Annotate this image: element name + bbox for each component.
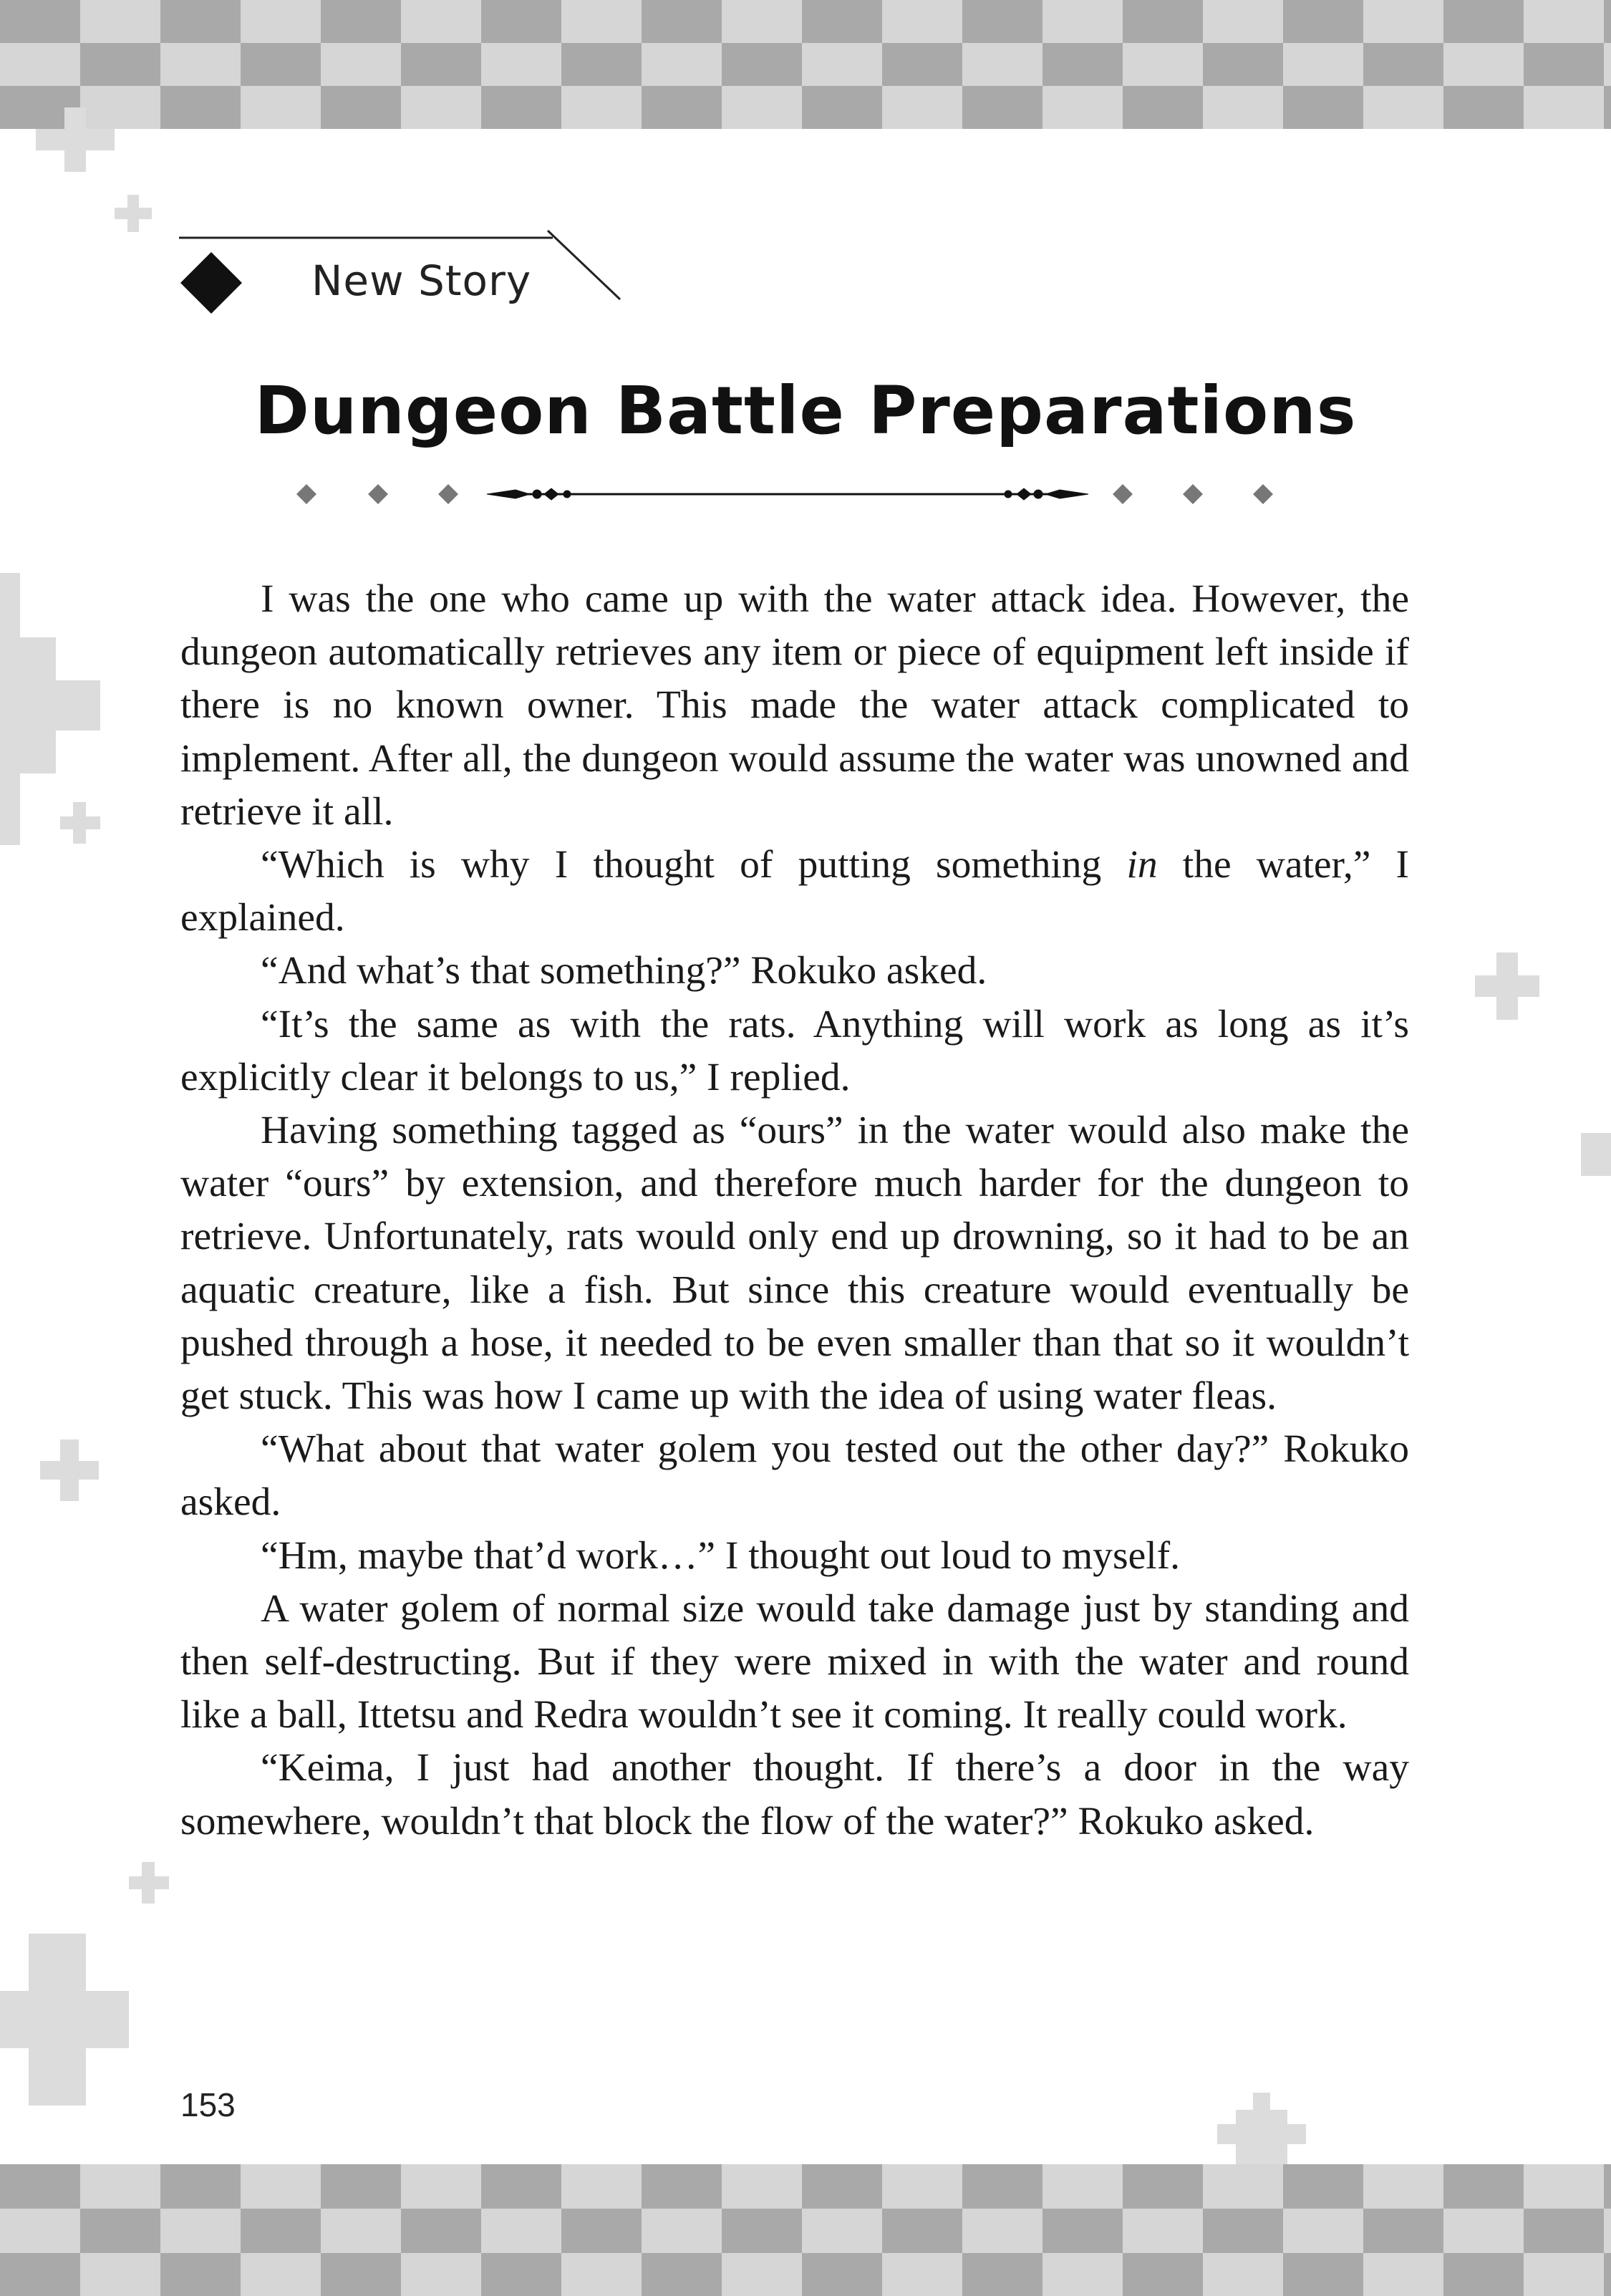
- paragraph: “It’s the same as with the rats. Anything will work as long as it’s explicitly clear it belongs to us,” I replied.: [180, 1002, 1409, 1099]
- paragraph: “Keima, I just had another thought. If there’s a door in the way somewhere, wouldn’t that block the flow of the water?” Rokuko asked.: [180, 1746, 1409, 1843]
- section-header: [179, 215, 623, 315]
- body-text: [180, 573, 1409, 1848]
- paragraph: [180, 839, 1409, 945]
- ornament-diamond-icon: [438, 484, 458, 504]
- paragraph: “And what’s that something?” Rokuko asked.: [261, 949, 987, 993]
- emphasis: in: [1126, 843, 1158, 887]
- ornament-diamond-icon: [296, 484, 316, 504]
- sparkle-left-mid: [40, 1439, 99, 1501]
- sparkle-small-a: [115, 195, 152, 232]
- paragraph: “What about that water golem you tested out the other day?” Rokuko asked.: [180, 1427, 1409, 1525]
- sparkle-right: [1475, 952, 1539, 1020]
- paragraph: A water golem of normal size would take damage just by standing and then self-destructing. But if they were mixed in with the water and round like a ball, Ittetsu and Redra wouldn’t see it coming. It really could work.: [180, 1586, 1409, 1737]
- ornament-diamond-icon: [1253, 484, 1273, 504]
- paragraph: “Hm, maybe that’d work…” I thought out loud to myself.: [261, 1533, 1180, 1578]
- ornament-diamond-icon: [1113, 484, 1133, 504]
- section-label: New Story: [311, 256, 532, 305]
- title-ornament: [286, 473, 1289, 516]
- ornament-diamond-icon: [1183, 484, 1203, 504]
- paragraph: Having something tagged as “ours” in the water would also make the water “ours” by extension, and therefore much harder for the dungeon to retrieve. Unfortunately, rats would only end up drowning, so it had to be an aquatic creature, like a fish. But since this creature would eventually be pushed through a hose, it needed to be even smaller than that so it wouldn’t get stuck. This was how I came up with the idea of using water fleas.: [180, 1109, 1409, 1419]
- paragraph: I was the one who came up with the water attack idea. However, the dungeon automatically retrieves any item or piece of equipment left inside if there is no known owner. This made the water attack complicated to implement. After all, the dungeon would assume the water was unowned and retrieve it all.: [180, 577, 1409, 834]
- sparkle-bottom: [1217, 2093, 1306, 2164]
- diamond-icon: [179, 251, 243, 315]
- sparkle-small-b: [60, 802, 100, 844]
- page-number: 153: [180, 2086, 236, 2123]
- chapter-title: Dungeon Battle Preparations: [254, 372, 1357, 449]
- sparkle-left-lower: [0, 1934, 129, 2106]
- ornament-diamond-icon: [368, 484, 388, 504]
- sparkle-top-left: [36, 107, 115, 172]
- sparkle-small-c: [129, 1862, 169, 1904]
- paragraph-text: “Which is why I thought of putting something: [261, 843, 1127, 887]
- sparkle-right-edge: [1581, 1133, 1611, 1176]
- paragraph-text: the water,” I explained.: [180, 843, 1409, 940]
